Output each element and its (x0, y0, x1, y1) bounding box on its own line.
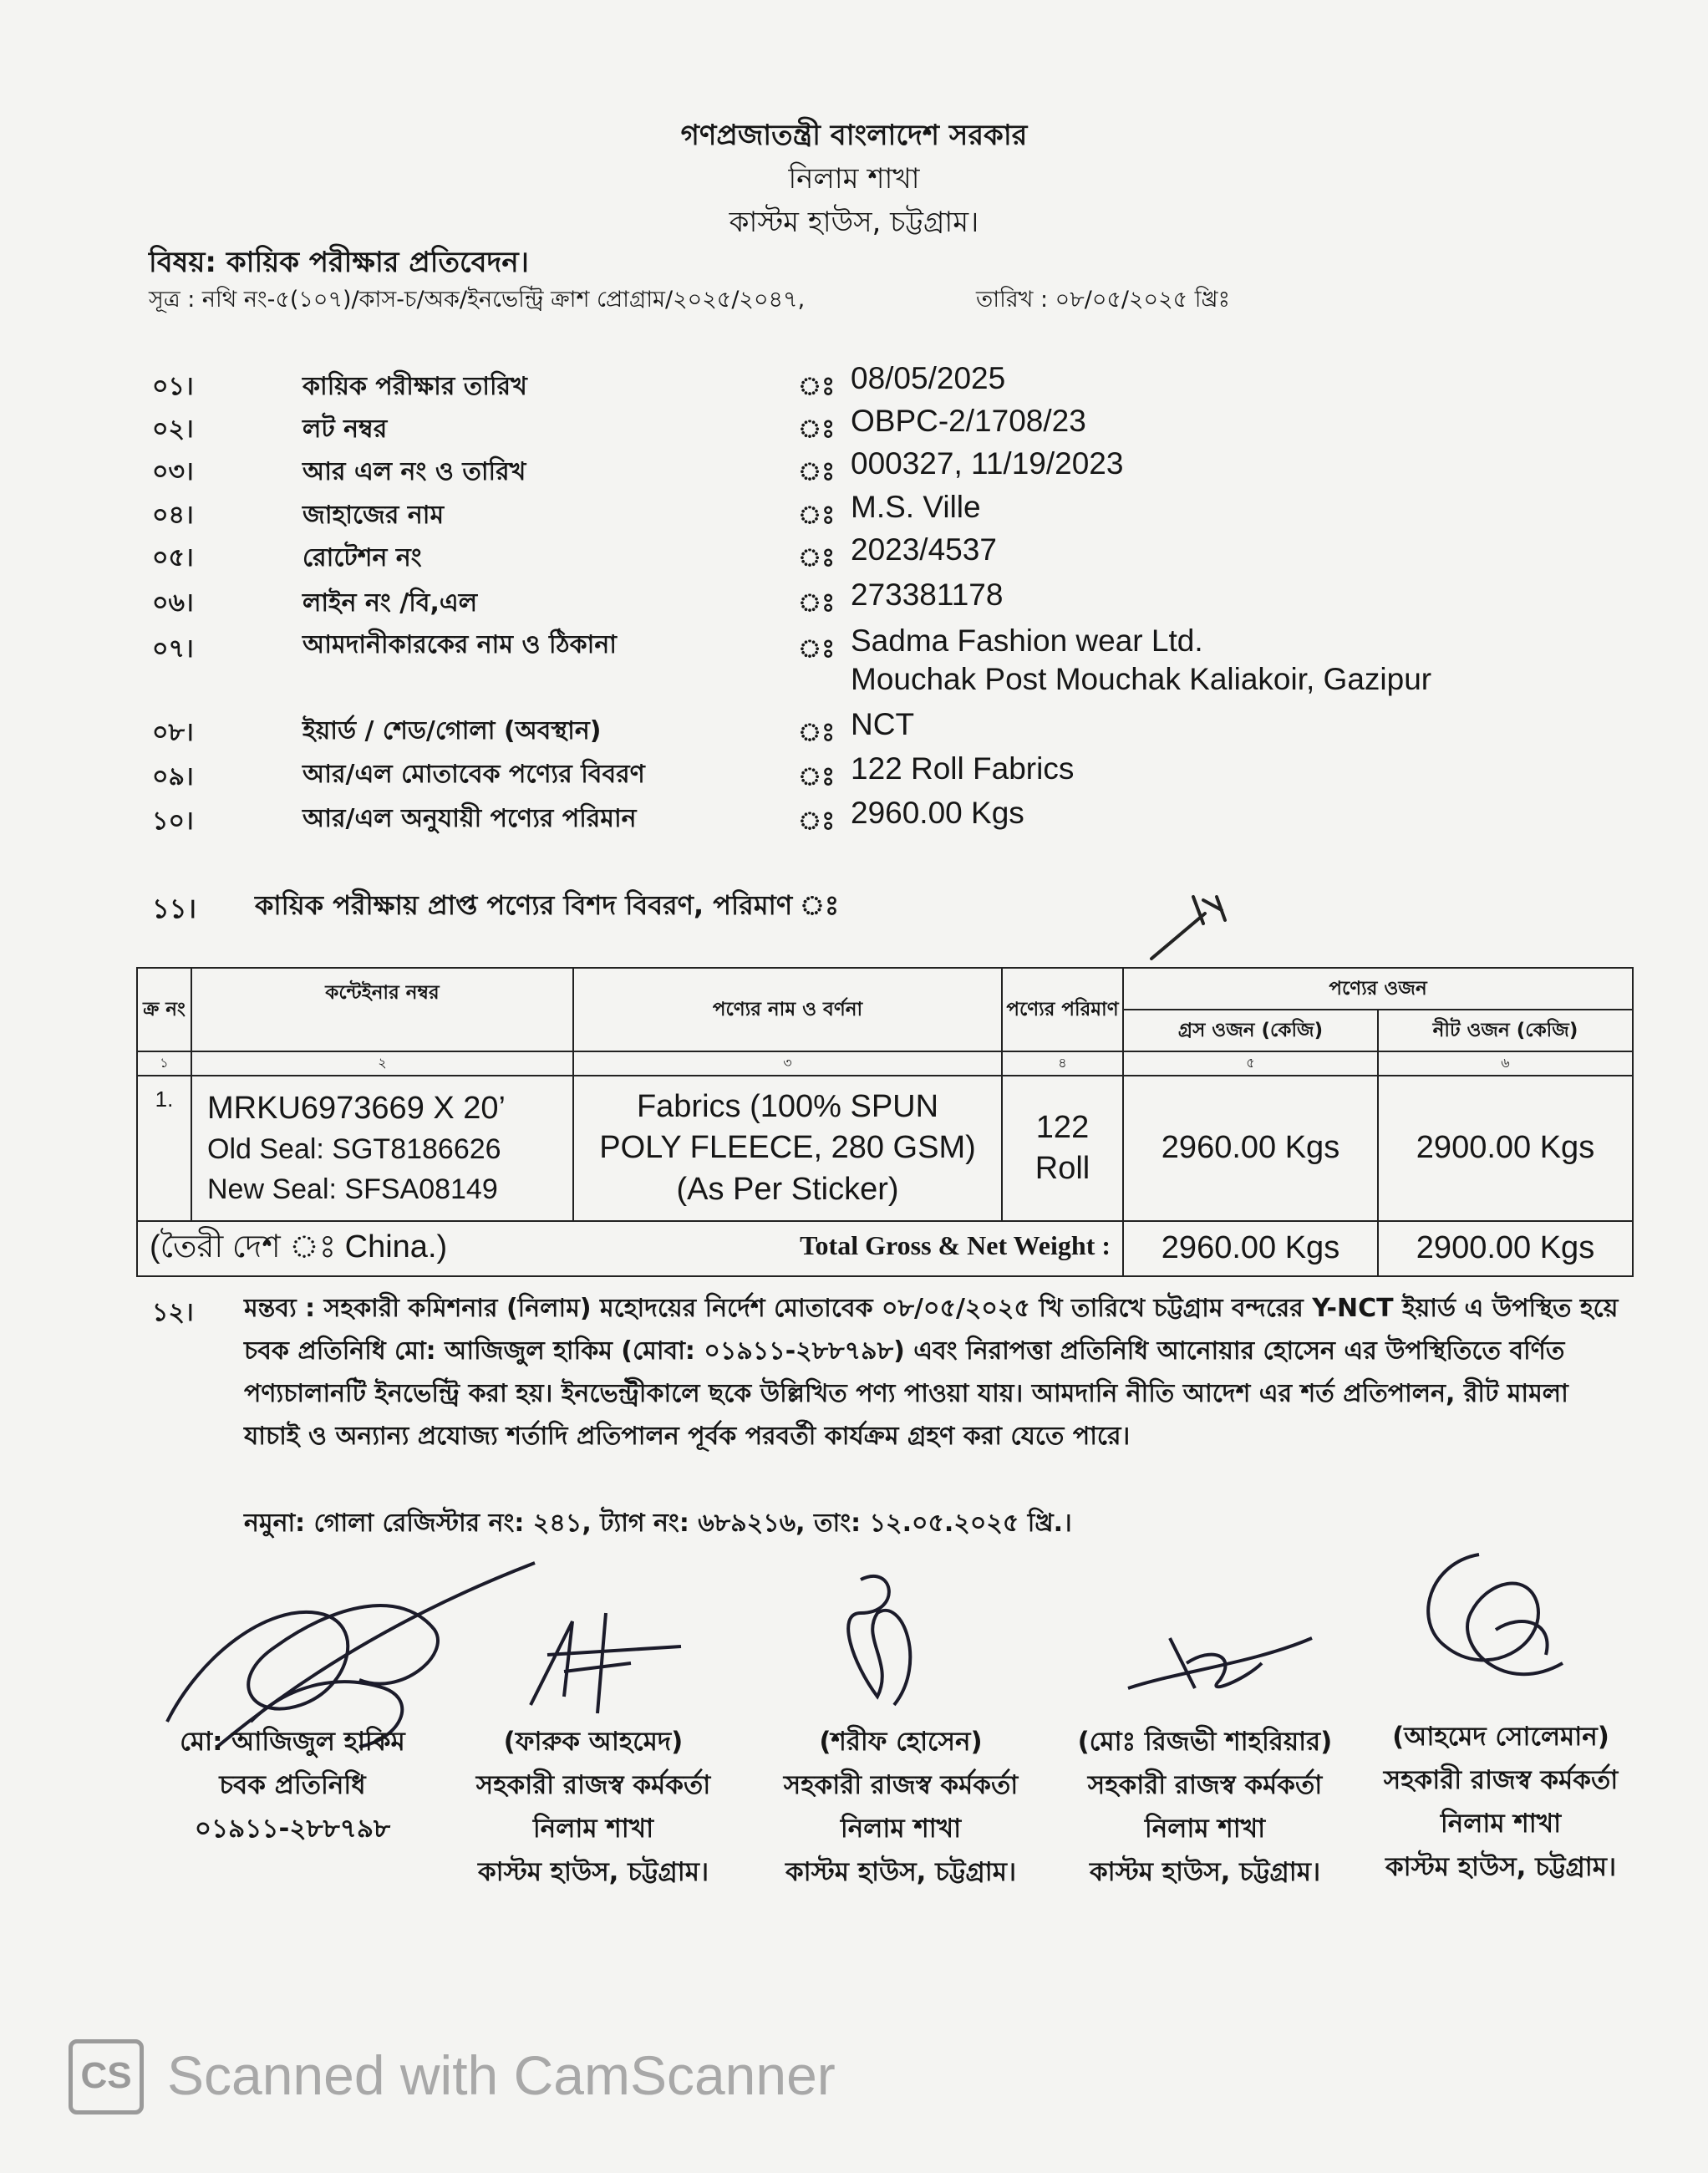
total-label: Total Gross & Net Weight : (800, 1230, 1111, 1260)
field-value: 2960.00 Kgs (851, 796, 1024, 830)
old-seal: Old Seal: SGT8186626 (207, 1133, 501, 1165)
field-label: লট নম্বর (302, 415, 388, 444)
section-11-title: কায়িক পরীক্ষায় প্রাপ্ত পণ্যের বিশদ বিবরণ, পরিমাণ ঃ (255, 889, 840, 921)
container-number: MRKU6973669 X 20’ (207, 1091, 506, 1126)
signatory-phone: ০১৯১১-২৮৮৭৯৮ (194, 1814, 391, 1844)
signatory-block (1063, 1720, 1347, 1894)
field-colon: ঃ (798, 807, 836, 836)
reference-date: তারিখ : ০৮/০৫/২০২৫ খ্রিঃ (976, 287, 1230, 313)
goods-line: POLY FLEECE, 280 GSM) (599, 1130, 976, 1166)
field-label: কায়িক পরীক্ষার তারিখ (302, 372, 527, 401)
field-label: রোটেশন নং (302, 543, 422, 573)
field-value: 000327, 11/19/2023 (851, 446, 1124, 481)
field-value: OBPC-2/1708/23 (851, 404, 1086, 438)
field-label: লাইন নং /বি,এল (302, 588, 478, 618)
reference-line: সূত্র : নথি নং-৫(১০৭)/কাস-চ/অক/ইনভেন্ট্রি ক্রাশ প্রোগ্রাম/২০২৫/২০৪৭, (149, 287, 806, 313)
field-colon: ঃ (798, 718, 836, 747)
signature-2 (514, 1605, 689, 1722)
total-row (137, 1221, 1633, 1276)
signatory-designation: সহকারী রাজস্ব কর্মকর্তা (1087, 1770, 1323, 1800)
header-gross: গ্রস ওজন (কেজি) (1123, 1010, 1378, 1051)
origin-country: (তৈরী দেশ ঃ China.) (150, 1229, 448, 1265)
field-label: আর এল নং ও তারিখ (302, 457, 526, 486)
goods-line: (As Per Sticker) (676, 1171, 899, 1207)
column-number: ৫ (1123, 1051, 1378, 1076)
total-gross: 2960.00 Kgs (1123, 1221, 1378, 1276)
field-number: ০১। (152, 372, 194, 401)
subject-line: বিষয়: কায়িক পরীক্ষার প্রতিবেদন। (149, 246, 529, 279)
field-colon: ঃ (798, 415, 836, 444)
signature-4 (1120, 1613, 1320, 1705)
goods-line: Fabrics (100% SPUN (636, 1088, 939, 1124)
field-label: আমদানীকারকের নাম ও ঠিকানা (302, 630, 617, 659)
field-value-address: Mouchak Post Mouchak Kaliakoir, Gazipur (851, 662, 1432, 696)
field-label: ইয়ার্ড / শেড/গোলা (অবস্থান) (302, 716, 602, 746)
signatory-office: কাস্টম হাউস, চট্টগ্রাম। (477, 1857, 709, 1887)
row-goods (573, 1076, 1002, 1221)
column-number: ১ (137, 1051, 191, 1076)
goods-table (136, 967, 1634, 1277)
signatory-section: নিলাম শাখা (1440, 1809, 1562, 1839)
signatory-office: কাস্টম হাউস, চট্টগ্রাম। (1385, 1852, 1617, 1882)
field-number: ১০। (152, 807, 194, 836)
row-quantity (1002, 1076, 1123, 1221)
field-colon: ঃ (798, 457, 836, 486)
signature-3 (827, 1563, 944, 1713)
field-label: আর/এল মোতাবেক পণ্যের বিবরণ (302, 760, 645, 789)
camscanner-logo: CS (69, 2039, 144, 2114)
signatory-office: কাস্টম হাউস, চট্টগ্রাম। (785, 1857, 1017, 1887)
total-net: 2900.00 Kgs (1378, 1221, 1633, 1276)
header-net: নীট ওজন (কেজি) (1378, 1010, 1633, 1051)
field-number: ০৯। (152, 762, 194, 791)
quantity-value: 122 (1035, 1109, 1090, 1145)
section-12-number: ১২। (152, 1298, 194, 1327)
field-value: Sadma Fashion wear Ltd. (851, 623, 1203, 658)
signatory-name: (শরীফ হোসেন) (819, 1727, 983, 1757)
field-colon: ঃ (798, 762, 836, 791)
field-value: 2023/4537 (851, 532, 997, 567)
row-gross: 2960.00 Kgs (1123, 1076, 1378, 1221)
header-section: নিলাম শাখা (788, 162, 920, 196)
column-number: ৩ (573, 1051, 1002, 1076)
field-number: ০২। (152, 415, 194, 444)
field-number: ০৩। (152, 457, 194, 486)
signatory-name: মো: আজিজুল হাকিম (180, 1727, 405, 1757)
signatory-section: নিলাম শাখা (840, 1814, 962, 1844)
row-container (191, 1076, 573, 1221)
field-value: NCT (851, 707, 915, 741)
signatory-block (759, 1720, 1043, 1894)
field-colon: ঃ (798, 634, 836, 664)
header-office: কাস্টম হাউস, চট্টগ্রাম। (729, 206, 979, 239)
signatory-name: (ফারুক আহমেদ) (503, 1727, 684, 1757)
sample-note: নমুনা: গোলা রেজিস্টার নং: ২৪১, ট্যাগ নং: ৬৮৯২১৬, তাং: ১২.০৫.২০২৫ খ্রি.। (244, 1509, 1072, 1538)
field-colon: ঃ (798, 372, 836, 401)
signatory-office: কাস্টম হাউস, চট্টগ্রাম। (1089, 1857, 1321, 1887)
signatory-name: (মোঃ রিজভী শাহরিয়ার) (1077, 1727, 1333, 1757)
field-colon: ঃ (798, 501, 836, 530)
signatory-block (451, 1720, 735, 1894)
header-goods: পণ্যের নাম ও বর্ণনা (573, 968, 1002, 1051)
new-seal: New Seal: SFSA08149 (207, 1173, 498, 1205)
field-value: M.S. Ville (851, 490, 981, 524)
signatory-designation: সহকারী রাজস্ব কর্মকর্তা (475, 1770, 711, 1800)
header-quantity: পণ্যের পরিমাণ (1002, 968, 1123, 1051)
field-number: ০৪। (152, 501, 194, 530)
field-number: ০৭। (152, 634, 194, 664)
field-value: 08/05/2025 (851, 361, 1006, 395)
field-colon: ঃ (798, 588, 836, 618)
header-weight: পণ্যের ওজন (1123, 968, 1633, 1010)
signatory-section: নিলাম শাখা (532, 1814, 654, 1844)
signatory-block (1359, 1715, 1643, 1889)
signatory-designation: চবক প্রতিনিধি (219, 1770, 366, 1800)
field-label: জাহাজের নাম (302, 501, 445, 530)
header-serial: ক্র নং (137, 968, 191, 1051)
row-net: 2900.00 Kgs (1378, 1076, 1633, 1221)
table-row (137, 1076, 1633, 1221)
field-label: আর/এল অনুযায়ী পণ্যের পরিমান (302, 804, 637, 833)
column-number: ৪ (1002, 1051, 1123, 1076)
field-number: ০৫। (152, 543, 194, 573)
camscanner-watermark: Scanned with CamScanner (167, 2044, 836, 2106)
quantity-unit: Roll (1034, 1151, 1090, 1186)
signature-5 (1395, 1538, 1588, 1722)
column-number: ২ (191, 1051, 573, 1076)
column-number: ৬ (1378, 1051, 1633, 1076)
remarks-paragraph: মন্তব্য : সহকারী কমিশনার (নিলাম) মহোদয়ের নির্দেশ মোতাবেক ০৮/০৫/২০২৫ খি তারিখে চট্টগ্রাম বন্দরের Y-NCT ইয়ার্ড এ উপস্থিত হয়ে চবক প্রতিনিধি মো: আজিজুল হাকিম (মোবা: ০১৯১১-২৮৮৭৯৮) এবং নিরাপত্তা প্রতিনিধি আনোয়ার হোসেন এর উপস্থিতিতে বর্ণিত পণ্যচালানটি ইনভেন্ট্রি করা হয়। ইনভেন্ট্রীকালে ছকে উল্লিখিত পণ্য পাওয়া যায়। আমদানি নীতি আদেশ এর শর্ত প্রতিপালন, রীট মামলা যাচাই ও অন্যান্য প্রযোজ্য শর্তাদি প্রতিপালন পূর্বক পরবর্তী কার্যক্রম গ্রহণ করা যেতে পারে। (244, 1294, 1619, 1451)
field-value: 122 Roll Fabrics (851, 751, 1075, 786)
signatory-name: (আহমেদ সোলেমান) (1392, 1722, 1609, 1752)
field-number: ০৬। (152, 588, 194, 618)
header-government: গণপ্রজাতন্ত্রী বাংলাদেশ সরকার (680, 119, 1028, 152)
row-serial: 1. (137, 1076, 191, 1221)
signatory-block (150, 1720, 435, 1850)
header-container: কন্টেইনার নম্বর (191, 968, 573, 1051)
signatory-designation: সহকারী রাজস্ব কর্মকর্তা (1383, 1765, 1619, 1795)
field-number: ০৮। (152, 718, 194, 747)
field-colon: ঃ (798, 543, 836, 573)
field-value: 273381178 (851, 578, 1004, 612)
handwritten-mark (1145, 882, 1245, 965)
signatory-section: নিলাম শাখা (1144, 1814, 1266, 1844)
section-11-number: ১১। (152, 893, 196, 924)
total-label-cell (137, 1221, 1123, 1276)
signatory-designation: সহকারী রাজস্ব কর্মকর্তা (783, 1770, 1019, 1800)
